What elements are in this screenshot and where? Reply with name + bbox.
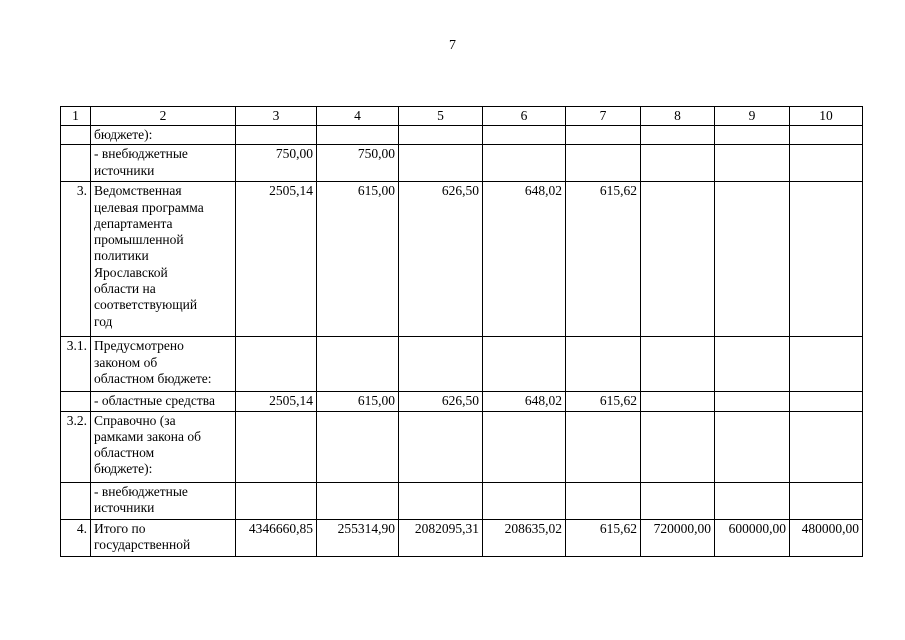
row-name-line: областном бюджете: [94, 370, 212, 386]
table-row [61, 411, 863, 482]
table-row [61, 182, 863, 337]
value-cell: 480000,00 [790, 519, 863, 556]
value-cell [790, 182, 863, 337]
value-cell [715, 411, 790, 482]
header-cell: 8 [641, 107, 715, 126]
table-row [61, 482, 863, 519]
table-row [61, 145, 863, 182]
row-name [91, 337, 236, 392]
row-name-line: источники [94, 499, 155, 515]
value-cell: 2082095,31 [399, 519, 483, 556]
header-cell: 6 [483, 107, 566, 126]
header-row [61, 107, 863, 126]
value-cell: 626,50 [399, 392, 483, 411]
row-index: 3.2. [61, 411, 91, 482]
value-cell [399, 145, 483, 182]
value-cell: 720000,00 [641, 519, 715, 556]
row-name-line: политики [94, 248, 149, 264]
row-index [61, 126, 91, 145]
row-index [61, 145, 91, 182]
table-row [61, 126, 863, 145]
value-cell [641, 411, 715, 482]
row-index: 4. [61, 519, 91, 556]
row-index: 3.1. [61, 337, 91, 392]
row-name-line: целевая программа [94, 199, 204, 215]
header-cell: 4 [317, 107, 399, 126]
row-name-line: области на [94, 281, 156, 297]
value-cell [790, 482, 863, 519]
value-cell [566, 411, 641, 482]
value-cell [236, 337, 317, 392]
page-number: 7 [449, 38, 456, 53]
value-cell: 615,62 [566, 182, 641, 337]
value-cell [483, 126, 566, 145]
value-cell: 208635,02 [483, 519, 566, 556]
value-cell: 615,62 [566, 519, 641, 556]
row-name [91, 519, 236, 556]
table-row [61, 337, 863, 392]
value-cell [715, 337, 790, 392]
value-cell [790, 392, 863, 411]
value-cell [715, 145, 790, 182]
value-cell: 615,62 [566, 392, 641, 411]
value-cell [641, 482, 715, 519]
value-cell [790, 337, 863, 392]
header-cell: 2 [91, 107, 236, 126]
header-cell: 5 [399, 107, 483, 126]
header-cell: 3 [236, 107, 317, 126]
table-row [61, 519, 863, 556]
value-cell [236, 411, 317, 482]
table-row [61, 392, 863, 411]
value-cell [566, 337, 641, 392]
row-name-line: промышленной [94, 232, 184, 248]
row-name-line: год [94, 313, 113, 329]
value-cell [399, 126, 483, 145]
value-cell [317, 126, 399, 145]
value-cell: 615,00 [317, 182, 399, 337]
row-name [91, 126, 236, 145]
value-cell [641, 392, 715, 411]
value-cell: 750,00 [236, 145, 317, 182]
value-cell: 4346660,85 [236, 519, 317, 556]
value-cell [715, 482, 790, 519]
row-index [61, 482, 91, 519]
value-cell [236, 482, 317, 519]
row-name-line: соответствующий [94, 297, 198, 313]
value-cell: 600000,00 [715, 519, 790, 556]
value-cell [566, 482, 641, 519]
value-cell [790, 411, 863, 482]
value-cell [641, 337, 715, 392]
header-cell: 10 [790, 107, 863, 126]
row-name [91, 411, 236, 482]
row-name-line: бюджете): [94, 461, 153, 477]
value-cell [566, 126, 641, 145]
row-index [61, 392, 91, 411]
row-name-line: государственной [94, 536, 191, 552]
row-name-line: Предусмотрено [94, 338, 184, 354]
row-name-line: рамками закона об [94, 428, 201, 444]
header-cell: 7 [566, 107, 641, 126]
value-cell [317, 482, 399, 519]
value-cell [483, 337, 566, 392]
row-name-line: - внебюджетные [94, 146, 188, 162]
row-name-line: Итого по [94, 520, 146, 536]
value-cell [399, 411, 483, 482]
value-cell [483, 411, 566, 482]
row-index: 3. [61, 182, 91, 337]
value-cell [317, 337, 399, 392]
row-name-line: бюджете): [94, 127, 153, 142]
budget-table [60, 106, 863, 557]
value-cell: 255314,90 [317, 519, 399, 556]
value-cell [399, 482, 483, 519]
value-cell: 626,50 [399, 182, 483, 337]
value-cell [715, 126, 790, 145]
value-cell [790, 126, 863, 145]
header-cell: 1 [61, 107, 91, 126]
table-body [61, 107, 863, 557]
value-cell [566, 145, 641, 182]
row-name-line: - внебюджетные [94, 483, 188, 499]
value-cell [641, 145, 715, 182]
row-name-line: источники [94, 162, 155, 178]
value-cell [483, 482, 566, 519]
value-cell [483, 145, 566, 182]
value-cell [236, 126, 317, 145]
value-cell [317, 411, 399, 482]
row-name-line: - областные средства [94, 393, 215, 409]
row-name-line: Ведомственная [94, 183, 182, 199]
row-name-line: департамента [94, 215, 173, 231]
row-name-line: законом об [94, 354, 158, 370]
value-cell: 648,02 [483, 392, 566, 411]
value-cell: 750,00 [317, 145, 399, 182]
row-name [91, 392, 236, 411]
row-name-line: областном [94, 445, 155, 461]
value-cell [715, 392, 790, 411]
value-cell [715, 182, 790, 337]
value-cell: 2505,14 [236, 392, 317, 411]
value-cell [399, 337, 483, 392]
value-cell: 615,00 [317, 392, 399, 411]
header-cell: 9 [715, 107, 790, 126]
value-cell: 2505,14 [236, 182, 317, 337]
value-cell [790, 145, 863, 182]
value-cell: 648,02 [483, 182, 566, 337]
row-name-line: Справочно (за [94, 412, 176, 428]
row-name [91, 182, 236, 337]
row-name-line: Ярославской [94, 264, 168, 280]
row-name [91, 145, 236, 182]
row-name [91, 482, 236, 519]
value-cell [641, 182, 715, 337]
value-cell [641, 126, 715, 145]
